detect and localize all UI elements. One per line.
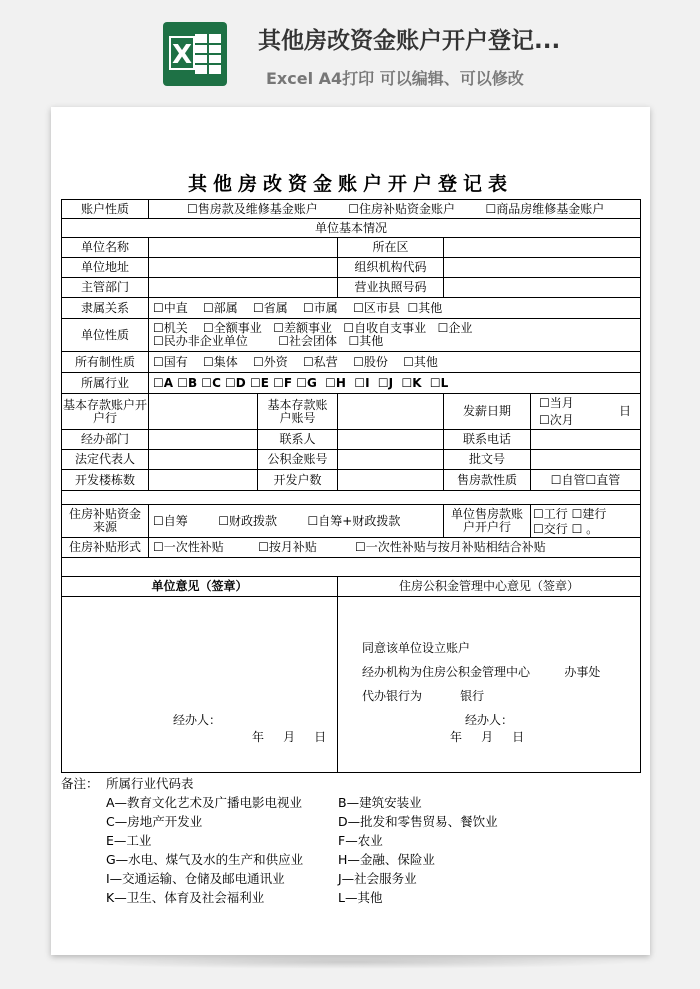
dev-households-field[interactable] [337,469,444,491]
payday-current-month[interactable]: ☐当月 [539,396,574,410]
buildings-label: 开发楼栋数 [61,469,149,491]
basic-bank-field[interactable] [148,393,258,430]
date-right: 年 月 日 [450,730,525,744]
unit-name-label: 单位名称 [61,237,149,258]
unit-nature-line1[interactable]: ☐机关 ☐全额事业 ☐差额事业 ☐自收自支事业 ☐企业 [153,321,473,335]
registration-form [61,199,641,773]
handler-right: 经办人： [465,713,514,727]
code-g: G—水电、煤气及水的生产和供应业 [106,852,304,867]
sale-nature-options[interactable]: ☐自管☐直管 [530,469,641,491]
code-l: L—其他 [338,890,383,905]
code-k: K—卫生、体育及社会福利业 [106,890,265,905]
section-basic-info: 单位基本情况 [61,218,641,238]
code-h: H—金融、保险业 [338,852,435,867]
ownership-label: 所有制性质 [61,351,149,373]
license-field[interactable] [443,277,641,298]
phone-label: 联系电话 [443,429,531,450]
contact-label: 联系人 [257,429,338,450]
sale-bank-line2[interactable]: ☐交行 ☐ 。 [533,522,599,536]
handler-left: 经办人： [173,713,222,727]
account-nature-label: 账户性质 [61,199,149,219]
dept-field[interactable] [148,429,258,450]
agree-text: 同意该单位设立账户 [362,641,471,655]
unit-nature-options[interactable] [148,318,641,352]
bank-text: 代办银行为 银行 [362,689,485,703]
code-e: E—工业 [106,833,152,848]
document-subtitle: Excel A4打印 可以编辑、可以修改 [266,69,524,88]
subsidy-form-label: 住房补贴形式 [61,537,149,558]
code-j: J—社会服务业 [338,871,417,886]
code-c: C—房地产开发业 [106,814,203,829]
basic-account-label: 基本存款账户账号 [257,393,338,430]
notes-label: 备注： [61,776,99,791]
notes-title: 所属行业代码表 [106,776,194,791]
license-label: 营业执照号码 [337,277,444,298]
approval-label: 批文号 [443,449,531,470]
affiliation-options[interactable]: ☐中直 ☐部属 ☐省属 ☐市属 ☐区市县 ☐其他 [148,297,641,319]
industry-options[interactable]: ☐A ☐B ☐C ☐D ☐E ☐F ☐G ☐H ☐I ☐J ☐K ☐L [148,372,641,394]
blank-row-2 [61,557,641,577]
document-title: 其他房改资金账户开户登记... [258,28,561,54]
code-d: D—批发和零售贸易、餐饮业 [338,814,498,829]
code-a: A—教育文化艺术及广播电影电视业 [106,795,303,810]
payday-options[interactable] [530,393,641,430]
excel-icon: X [163,22,227,86]
subsidy-form-options[interactable]: ☐一次性补贴 ☐按月补贴 ☐一次性补贴与按月补贴相结合补贴 [148,537,641,558]
unit-address-label: 单位地址 [61,257,149,278]
center-opinion-header: 住房公积金管理中心意见（签章） [337,576,641,597]
unit-nature-label: 单位性质 [61,318,149,352]
approval-field[interactable] [530,449,641,470]
code-i: I—交通运输、仓储及邮电通讯业 [106,871,285,886]
org-code-field[interactable] [443,257,641,278]
location-field[interactable] [443,237,641,258]
industry-label: 所属行业 [61,372,149,394]
payday-label: 发薪日期 [443,393,531,430]
page-header [0,0,700,100]
supervisor-label: 主管部门 [61,277,149,298]
phone-field[interactable] [530,429,641,450]
account-nature-options[interactable]: ☐售房款及维修基金账户 ☐住房补贴资金账户 ☐商品房维修基金账户 [148,199,641,219]
sale-nature-label: 售房款性质 [443,469,531,491]
agency-text: 经办机构为住房公积金管理中心 办事处 [362,665,601,679]
location-label: 所在区 [337,237,444,258]
payday-next-month[interactable]: ☐次月 [539,413,574,427]
legal-rep-field[interactable] [148,449,258,470]
affiliation-label: 隶属关系 [61,297,149,319]
fund-account-field[interactable] [337,449,444,470]
unit-opinion-header: 单位意见（签章） [61,576,338,597]
buildings-field[interactable] [148,469,258,491]
center-opinion-area[interactable] [337,596,641,773]
paper-shadow [60,955,640,969]
basic-account-field[interactable] [337,393,444,430]
org-code-label: 组织机构代码 [337,257,444,278]
sale-bank-options[interactable] [530,504,641,538]
unit-opinion-area[interactable] [61,596,338,773]
paper-sheet [51,107,650,955]
supervisor-field[interactable] [148,277,338,298]
legal-rep-label: 法定代表人 [61,449,149,470]
sale-bank-label: 单位售房款账户开户行 [443,504,531,538]
unit-name-field[interactable] [148,237,338,258]
date-left: 年 月 日 [252,730,327,744]
subsidy-source-label: 住房补贴资金来源 [61,504,149,538]
ownership-options[interactable]: ☐国有 ☐集体 ☐外资 ☐私营 ☐股份 ☐其他 [148,351,641,373]
basic-bank-label: 基本存款账户开户行 [61,393,149,430]
unit-address-field[interactable] [148,257,338,278]
code-b: B—建筑安装业 [338,795,422,810]
subsidy-source-options[interactable]: ☐自筹 ☐财政拨款 ☐自筹+财政拨款 [148,504,444,538]
payday-day: 日 [619,404,632,418]
contact-field[interactable] [337,429,444,450]
dept-label: 经办部门 [61,429,149,450]
fund-account-label: 公积金账号 [257,449,338,470]
dev-households-label: 开发户数 [257,469,338,491]
unit-nature-line2[interactable]: ☐民办非企业单位 ☐社会团体 ☐其他 [153,334,384,348]
sale-bank-line1[interactable]: ☐工行 ☐建行 [533,507,607,521]
code-f: F—农业 [338,833,383,848]
blank-row [61,490,641,505]
form-title: 其他房改资金账户开户登记表 [187,173,513,195]
